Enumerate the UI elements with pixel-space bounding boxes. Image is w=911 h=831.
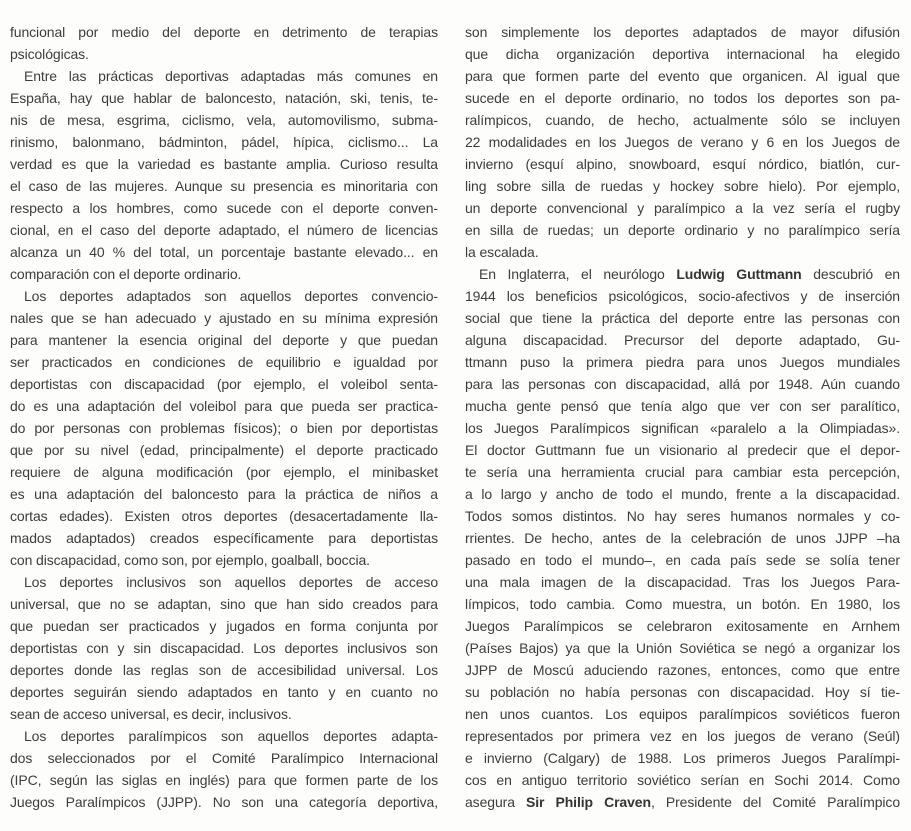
text-line: asegura Sir Philip Craven, Presidente del Comité Paralímpico	[465, 794, 900, 810]
text-line: un deporte convencional y paralímpico a la vez sería el rugby	[465, 200, 900, 216]
text-line: JJPP de Moscú aduciendo razones, entonces, como que entre	[465, 662, 900, 678]
text-line: con discapacidad, como son, por ejemplo, goalball, boccia.	[10, 552, 370, 568]
text-line: que por su nivel (edad, principalmente) el deporte practicado	[10, 442, 438, 458]
text-line: el caso de las mujeres. Aunque su presencia es minoritaria con	[10, 178, 438, 194]
text-line: sucede en el deporte ordinario, no todos los deportes son pa-	[465, 90, 900, 106]
text-line: deportistas con y sin discapacidad. Los deportes inclusivos son	[10, 640, 438, 656]
paragraph	[10, 571, 438, 725]
text-line: invierno (esquí alpino, snowboard, esquí nórdico, biatlón, cur-	[465, 156, 900, 172]
text-line: a lo largo y ancho de todo el mundo, frente a la discapacidad.	[465, 486, 900, 502]
text-line: cional, en el caso del deporte adaptado, el número de licencias	[10, 222, 438, 238]
text-line: Los deportes adaptados son aquellos deportes convencio-	[24, 288, 438, 304]
bold-person-name: Sir Philip Craven	[526, 794, 651, 810]
text-line: rinismo, balonmano, bádminton, pádel, hípica, ciclismo... La	[10, 134, 438, 150]
text-line: rrientes. De hecho, antes de la celebración de unos JJPP –ha	[465, 530, 900, 546]
text-line: es una adaptación del baloncesto para la práctica de niños a	[10, 486, 438, 502]
text-line: 22 modalidades en los Juegos de verano y 6 en los Juegos de	[465, 134, 900, 150]
text-line: ralímpicos, cuando, de hecho, actualmente sólo se incluyen	[465, 112, 900, 128]
text-line: social que tiene la práctica del deporte entre las personas con	[465, 310, 900, 326]
paragraph	[10, 65, 438, 285]
text-line: cortas edades). Existen otros deportes (desacertadamente lla-	[10, 508, 438, 524]
text-line: alguna discapacidad. Precursor del deporte adaptado, Gu-	[465, 332, 900, 348]
text-line: comparación con el deporte ordinario.	[10, 266, 242, 282]
text-line: (IPC, según las siglas en inglés) para que formen parte de los	[10, 772, 438, 788]
text-line: ling sobre silla de ruedas y hockey sobre hielo). Por ejemplo,	[465, 178, 900, 194]
text-line: representados por primera vez en los juegos de verano (Seúl)	[465, 728, 900, 744]
text-column-right	[465, 21, 900, 813]
text-line: su población no había personas con discapacidad. Hoy sí tie-	[465, 684, 900, 700]
text-line: nis de mesa, esgrima, ciclismo, vela, automovilismo, subma-	[10, 112, 438, 128]
text-line: que dicha organización deportiva internacional ha elegido	[465, 46, 900, 62]
text-line: nen unos cuantos. Los equipos paralímpicos soviéticos fueron	[465, 706, 900, 722]
text-line: Los deportes paralímpicos son aquellos deportes adapta-	[24, 728, 438, 744]
text-line: pasado en todo el mundo–, en cada país sede se solía tener	[465, 552, 900, 568]
text-line: te sería una herramienta crucial para cambiar esta percepción,	[465, 464, 900, 480]
text-line: mucha gente pensó que tenía algo que ver con ser paralítico,	[465, 398, 900, 414]
text-line: universal, que no se adaptan, sino que han sido creados para	[10, 596, 438, 612]
text-line: sean de acceso universal, es decir, inclusivos.	[10, 706, 292, 722]
text-line: ser practicados en condiciones de equilibrio e igualdad por	[10, 354, 438, 370]
paragraph	[465, 21, 900, 263]
text-line: requiere de alguna modificación (por ejemplo, el minibasket	[10, 464, 438, 480]
text-line: cos en antiguo territorio soviético serían en Sochi 2014. Como	[465, 772, 900, 788]
text-line: 1944 los beneficios psicológicos, socio-afectivos y de inserción	[465, 288, 900, 304]
text-line: España, hay que hablar de baloncesto, natación, ski, tenis, te-	[10, 90, 438, 106]
text-line: la escalada.	[465, 244, 539, 260]
paragraph	[10, 285, 438, 571]
text-line: en silla de ruedas; un deporte ordinario y no paralímpico sería	[465, 222, 900, 238]
paragraph	[10, 725, 438, 813]
text-line: respecto a los hombres, como sucede con el deporte conven-	[10, 200, 438, 216]
text-line: son simplemente los deportes adaptados de mayor difusión	[465, 24, 900, 40]
paragraph	[465, 263, 900, 813]
text-line: Los deportes inclusivos son aquellos deportes de acceso	[24, 574, 438, 590]
text-line: dos seleccionados por el Comité Paralímpico Internacional	[10, 750, 438, 766]
text-line: deportes donde las reglas son de accesibilidad universal. Los	[10, 662, 438, 678]
text-line: mados adaptados) creados específicamente para deportistas	[10, 530, 438, 546]
text-line: los Juegos Paralímpicos significan «paralelo a la Olimpiadas».	[465, 420, 900, 436]
text-line: deportes seguirán siendo adaptados en tanto y en cuanto no	[10, 684, 438, 700]
text-line: para que formen parte del evento que organicen. Al igual que	[465, 68, 900, 84]
text-line: alcanza un 40 % del total, un porcentaje bastante elevado... en	[10, 244, 438, 260]
text-line: para mantener la esencia original del deporte y que puedan	[10, 332, 438, 348]
paragraph	[10, 21, 438, 65]
text-line: Juegos Paralímpicos (JJPP). No son una categoría deportiva,	[10, 794, 438, 810]
text-line: una mala imagen de la discapacidad. Tras los Juegos Para-	[465, 574, 900, 590]
text-line: (Países Bajos) ya que la Unión Soviética se negó a organizar los	[465, 640, 900, 656]
text-line: verdad es que la variedad es bastante amplia. Curioso resulta	[10, 156, 438, 172]
text-line: deportistas con discapacidad (por ejemplo, el voleibol senta-	[10, 376, 438, 392]
text-column-left	[10, 21, 438, 813]
text-line: e invierno (Calgary) de 1988. Los primeros Juegos Paralímpi-	[465, 750, 900, 766]
text-line: do es una adaptación del voleibol para que pueda ser practica-	[10, 398, 438, 414]
text-line: En Inglaterra, el neurólogo Ludwig Guttmann descubrió en	[479, 266, 900, 282]
text-line: psicológicas.	[10, 46, 89, 62]
text-line: funcional por medio del deporte en detrimento de terapias	[10, 24, 438, 40]
bold-person-name: Ludwig Guttmann	[676, 266, 802, 282]
text-line: Todos somos distintos. No hay seres humanos normales y co-	[465, 508, 900, 524]
text-line: para las personas con discapacidad, allá por 1948. Aún cuando	[465, 376, 900, 392]
text-line: do por personas con problemas físicos); o bien por deportistas	[10, 420, 438, 436]
text-line: límpicos, todo cambia. Como muestra, un botón. En 1980, los	[465, 596, 900, 612]
text-line: que puedan ser practicados y jugados en forma conjunta por	[10, 618, 438, 634]
text-line: nales que se han adecuado y ajustado en su mínima expresión	[10, 310, 438, 326]
text-line: Juegos Paralímpicos se celebraron exitosamente en Arnhem	[465, 618, 900, 634]
text-line: El doctor Guttmann fue un visionario al predecir que el depor-	[465, 442, 900, 458]
text-line: ttmann puso la primera piedra para unos Juegos mundiales	[465, 354, 900, 370]
text-line: Entre las prácticas deportivas adaptadas más comunes en	[24, 68, 438, 84]
